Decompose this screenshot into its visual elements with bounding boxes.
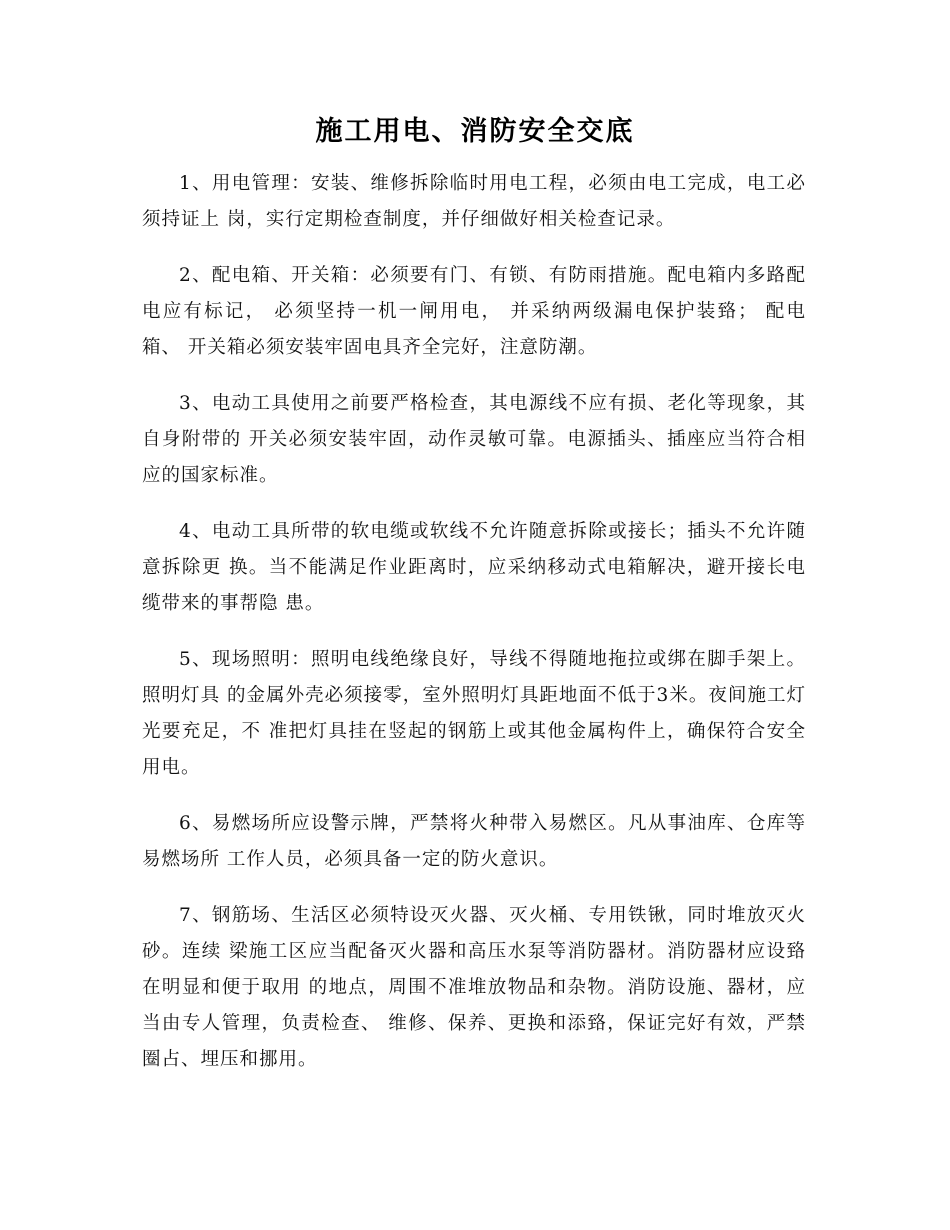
paragraph-5: 5、现场照明：照明电线绝缘良好，导线不得随地拖拉或绑在脚手架上。照明灯具 的金属外壳必须接零，室外照明灯具距地面不低于3米。夜间施工灯光要充足，不 准把灯具挂在竖起的钢筋上或其他金属构件上，确保符合安全用电。	[142, 649, 806, 778]
document-title: 施工用电、消防安全交底	[315, 116, 635, 147]
document-body	[142, 166, 806, 1098]
paragraph-1: 1、用电管理：安装、维修拆除临时用电工程，必须由电工完成，电工必须持证上 岗，实行定期检查制度，并仔细做好相关检查记录。	[142, 173, 806, 230]
paragraph-7: 7、钢筋场、生活区必须特设灭火器、灭火桶、专用铁锹，同时堆放灭火砂。连续 梁施工区应当配备灭火器和高压水泵等消防器材。消防器材应设臵在明显和便于取用 的地点，周围不准堆放物品和杂物。消防设施、器材，应当由专人管理，负责检查、 维修、保养、更换和添臵，保证完好有效，严禁圈占、埋压和挪用。	[142, 905, 806, 1070]
paragraph-3: 3、电动工具使用之前要严格检查，其电源线不应有损、老化等现象，其自身附带的 开关必须安装牢固，动作灵敏可靠。电源插头、插座应当符合相应的国家标准。	[142, 393, 806, 486]
paragraph-4: 4、电动工具所带的软电缆或软线不允许随意拆除或接长；插头不允许随意拆除更 换。当不能满足作业距离时，应采纳移动式电箱解决，避开接长电缆带来的事帮隐 患。	[142, 521, 806, 614]
paragraph-6: 6、易燃场所应设警示牌，严禁将火种带入易燃区。凡从事油库、仓库等易燃场所 工作人员，必须具备一定的防火意识。	[142, 813, 806, 870]
paragraph-2: 2、配电箱、开关箱：必须要有门、有锁、有防雨措施。配电箱内多路配电应有标记， 必须坚持一机一闸用电， 并采纳两级漏电保护装臵； 配电箱、 开关箱必须安装牢固电具齐全完好，注意防潮。	[142, 265, 806, 358]
